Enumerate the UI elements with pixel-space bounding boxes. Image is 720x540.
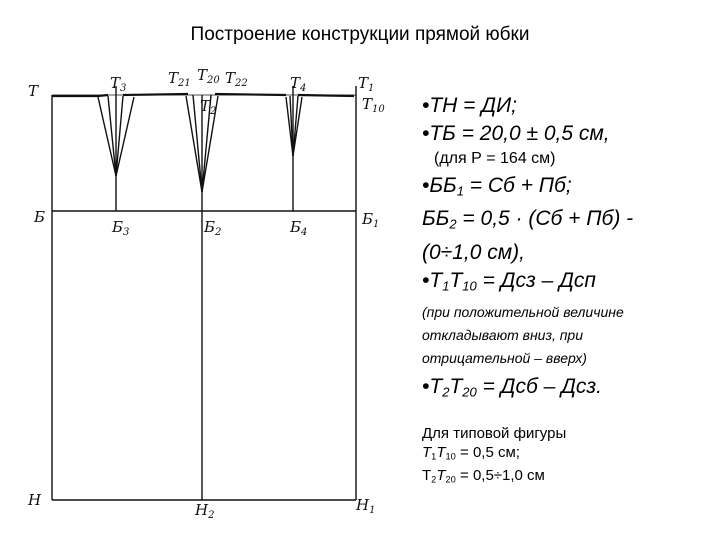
formula-bb2: $ББ_2 = 0,5 \cdot (Сб + Пб)$ - (422, 207, 634, 232)
formula-t1t10: $•Т_1Т_{10}$ = Дсз – Дсп (422, 268, 596, 293)
label-t10: $Т_{10}$ (362, 95, 385, 115)
dart-left-leg (116, 97, 134, 176)
label-b3: $Б_3$ (112, 218, 130, 238)
label-b1: $Б_1$ (362, 210, 380, 230)
page-title: Построение конструкции прямой юбки (190, 24, 530, 45)
label-t2: $Т_2$ (200, 97, 217, 117)
label-t20: $Т_{20}$ (197, 66, 220, 86)
label-t21: $Т_{21}$ (168, 69, 191, 89)
label-h2: $Н_2$ (195, 501, 215, 521)
formula-t2t20: $•Т_2Т_{20}$ = Дсб – Дсз. (422, 374, 603, 399)
dart-left-leg (98, 97, 116, 176)
label-t1: $Т_1$ (358, 74, 375, 94)
formula-tb-note: (для Р = 164 см) (434, 150, 556, 167)
formula-tb: •ТБ = 20,0 ± 0,5 см, (422, 122, 610, 145)
typical-t1t10: $Т_1Т_{10} = 0,5$ см; (422, 444, 520, 462)
label-h1: $Н_1$ (356, 496, 376, 516)
label-t4: $Т_4$ (290, 74, 307, 94)
note-line-1: (при положительной величине (422, 303, 624, 320)
note-line-2: откладывают вниз, при (422, 326, 584, 343)
formula-tn: •ТН = ДИ; (422, 94, 517, 117)
label-t: Т (28, 82, 39, 100)
dart-left-leg (108, 96, 116, 176)
label-b: Б (34, 208, 46, 226)
typical-figure-heading: Для типовой фигуры (422, 425, 567, 442)
typical-t2t20: $Т_2Т_{20} = 0,5\div 1,0$ см (422, 467, 545, 485)
label-b4: $Б_4$ (290, 218, 308, 238)
dart-left-leg (116, 96, 123, 176)
label-h: Н (28, 491, 42, 509)
formula-bb1: $•ББ_1$ = Сб + Пб; (422, 174, 572, 199)
label-b2: $Б_2$ (204, 218, 222, 238)
formula-notes (422, 92, 714, 490)
formula-bb2-cont: (0÷1,0 см), (422, 240, 525, 264)
label-t22: $Т_{22}$ (225, 69, 248, 89)
note-line-3: отрицательной – вверх) (422, 349, 587, 366)
label-t3: $Т_3$ (110, 74, 127, 94)
